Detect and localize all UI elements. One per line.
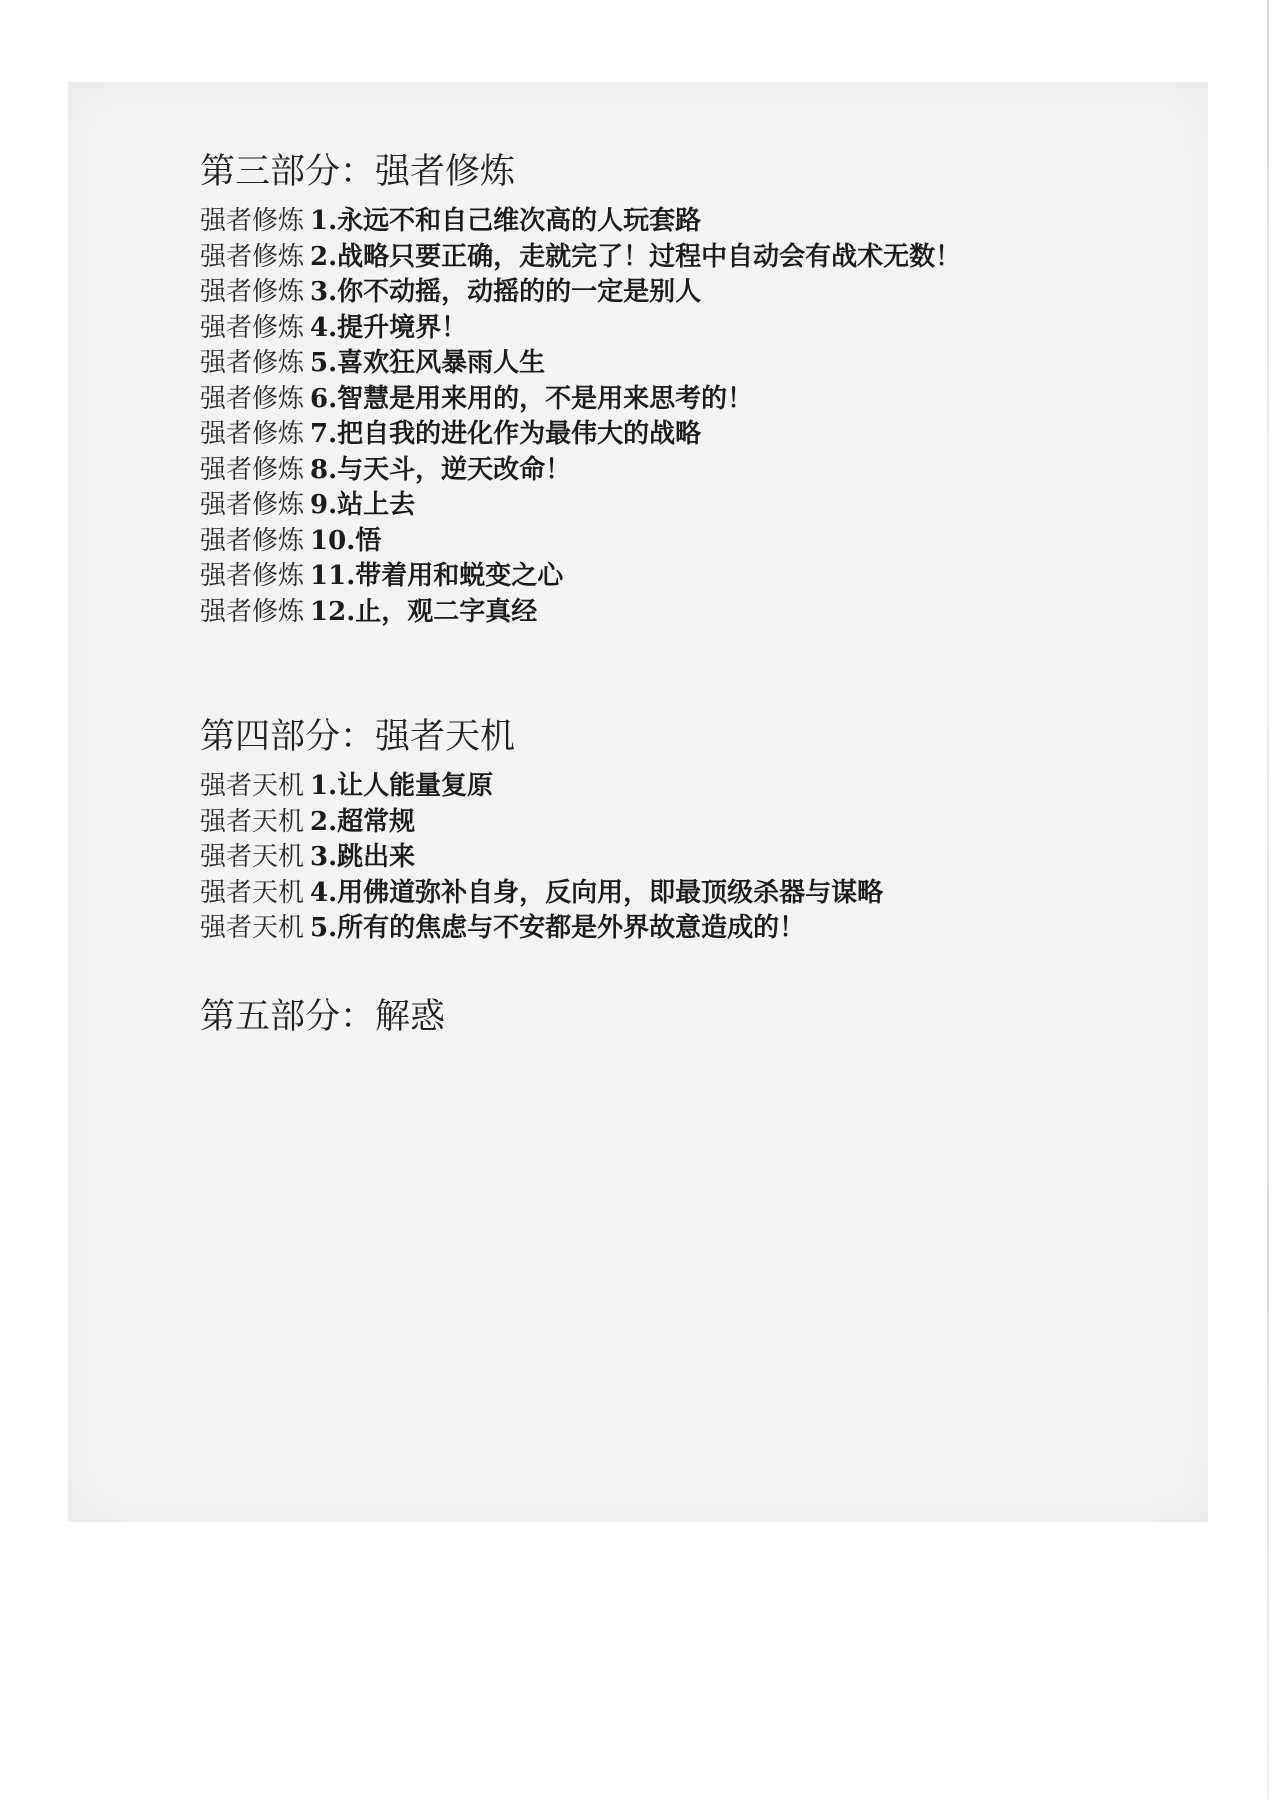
item-text: 悟 <box>355 525 382 556</box>
item-prefix: 强者修炼 <box>200 312 305 343</box>
list-item <box>200 488 961 524</box>
list-item <box>200 876 883 912</box>
list-item <box>200 769 883 805</box>
item-number: 5. <box>310 348 338 378</box>
section-strong-cultivation <box>200 150 961 630</box>
list-item <box>200 311 961 347</box>
list-item <box>200 275 961 311</box>
item-prefix: 强者天机 <box>200 771 305 801</box>
list-item <box>200 453 961 489</box>
section-clarification <box>200 995 445 1049</box>
item-number: 3. <box>310 277 338 307</box>
item-text: 智慧是用来用的，不是用来思考的！ <box>337 383 754 414</box>
item-prefix: 强者修炼 <box>200 525 305 556</box>
item-number: 2. <box>310 241 338 272</box>
item-text: 与天斗，逆天改命！ <box>337 454 572 485</box>
item-number: 3. <box>310 842 338 872</box>
list-item <box>200 204 961 240</box>
item-number: 8. <box>310 454 338 485</box>
item-prefix: 强者修炼 <box>200 454 305 485</box>
list-item <box>200 524 961 560</box>
item-prefix: 强者天机 <box>200 877 305 908</box>
item-text: 永远不和自己维次高的人玩套路 <box>337 206 702 236</box>
item-number: 2. <box>310 806 338 837</box>
scan-edge-line <box>1267 0 1269 1800</box>
item-text: 站上去 <box>337 490 416 520</box>
item-number: 4. <box>310 312 338 343</box>
item-prefix: 强者修炼 <box>200 277 305 307</box>
item-text: 跳出来 <box>337 842 416 872</box>
item-text: 战略只要正确，走就完了！过程中自动会有战术无数！ <box>337 241 962 272</box>
list-item <box>200 346 961 382</box>
item-number: 9. <box>310 490 338 520</box>
item-prefix: 强者修炼 <box>200 348 305 378</box>
list-item <box>200 417 961 453</box>
item-text: 止，观二字真经 <box>355 596 538 627</box>
item-prefix: 强者修炼 <box>200 490 305 520</box>
item-text: 用佛道弥补自身，反向用，即最顶级杀器与谋略 <box>337 877 884 908</box>
item-text: 把自我的进化作为最伟大的战略 <box>337 419 702 449</box>
item-prefix: 强者天机 <box>200 913 305 943</box>
list-item <box>200 382 961 418</box>
item-text: 你不动摇，动摇的的一定是别人 <box>337 277 702 307</box>
section-title: 第三部分：强者修炼 <box>200 152 516 192</box>
section-title: 第五部分：解惑 <box>200 997 446 1037</box>
section-title: 第四部分：强者天机 <box>200 717 516 757</box>
item-list <box>200 769 883 947</box>
item-number: 5. <box>310 913 338 943</box>
item-number: 1. <box>310 206 338 236</box>
item-text: 所有的焦虑与不安都是外界故意造成的！ <box>337 913 806 943</box>
item-prefix: 强者修炼 <box>200 383 305 414</box>
list-item <box>200 805 883 841</box>
item-text: 超常规 <box>337 806 416 837</box>
item-prefix: 强者修炼 <box>200 596 305 627</box>
item-list <box>200 204 961 630</box>
item-prefix: 强者天机 <box>200 842 305 872</box>
list-item <box>200 240 961 276</box>
item-prefix: 强者修炼 <box>200 241 305 272</box>
item-number: 12. <box>310 596 356 627</box>
item-number: 10. <box>310 525 356 556</box>
item-number: 6. <box>310 383 338 414</box>
item-prefix: 强者修炼 <box>200 419 305 449</box>
item-text: 带着用和蜕变之心 <box>355 561 564 591</box>
item-prefix: 强者修炼 <box>200 561 305 591</box>
item-text: 提升境界！ <box>337 312 468 343</box>
list-item <box>200 595 961 631</box>
item-prefix: 强者天机 <box>200 806 305 837</box>
list-item <box>200 840 883 876</box>
list-item <box>200 559 961 595</box>
item-number: 4. <box>310 877 338 908</box>
item-number: 7. <box>310 419 338 449</box>
item-prefix: 强者修炼 <box>200 206 305 236</box>
list-item <box>200 911 883 947</box>
item-text: 让人能量复原 <box>337 771 494 801</box>
item-text: 喜欢狂风暴雨人生 <box>337 348 546 378</box>
item-number: 11. <box>310 561 356 591</box>
item-number: 1. <box>310 771 338 801</box>
section-strong-secrets <box>200 715 883 947</box>
